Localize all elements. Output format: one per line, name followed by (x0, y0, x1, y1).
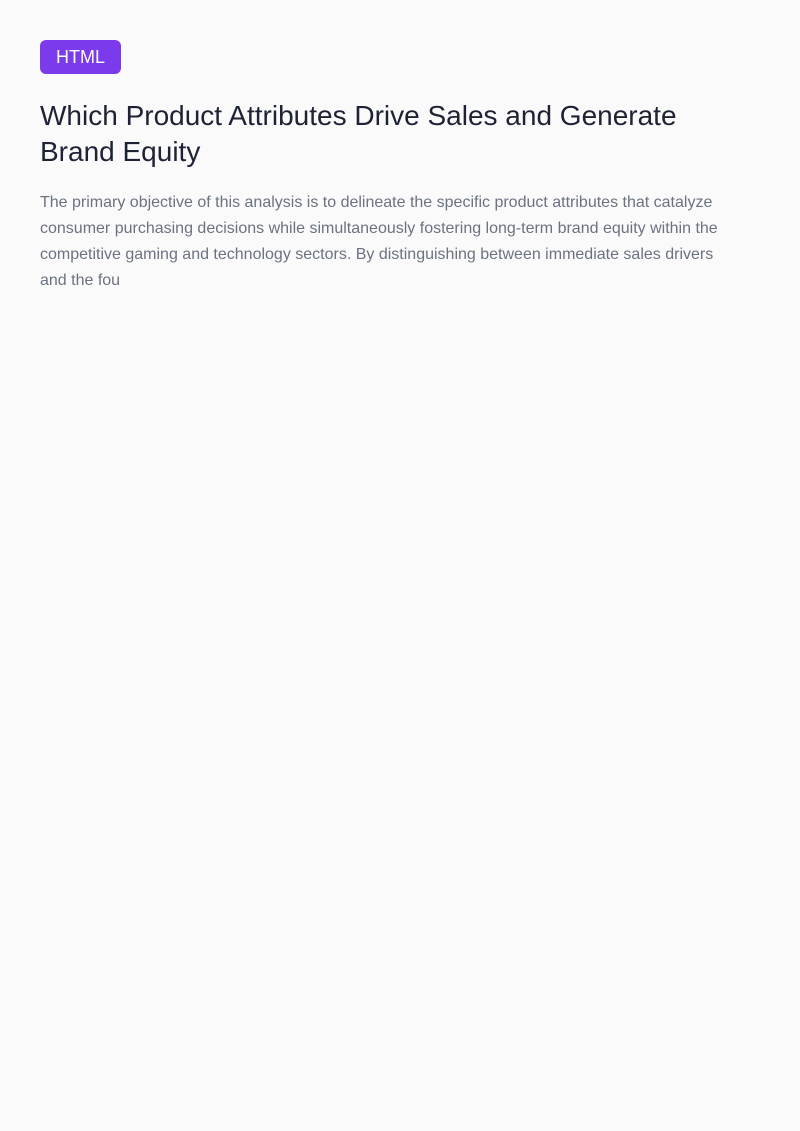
format-badge: HTML (40, 40, 121, 74)
page-title: Which Product Attributes Drive Sales and Generate Brand Equity (40, 100, 677, 167)
intro-paragraph: The primary objective of this analysis is to delineate the specific product attributes that catalyze consumer purchasing decisions while simultaneously fostering long-term brand equity within the competitive gaming and technology sectors. By distinguishing between immediate sales drivers and the fou (40, 194, 718, 289)
